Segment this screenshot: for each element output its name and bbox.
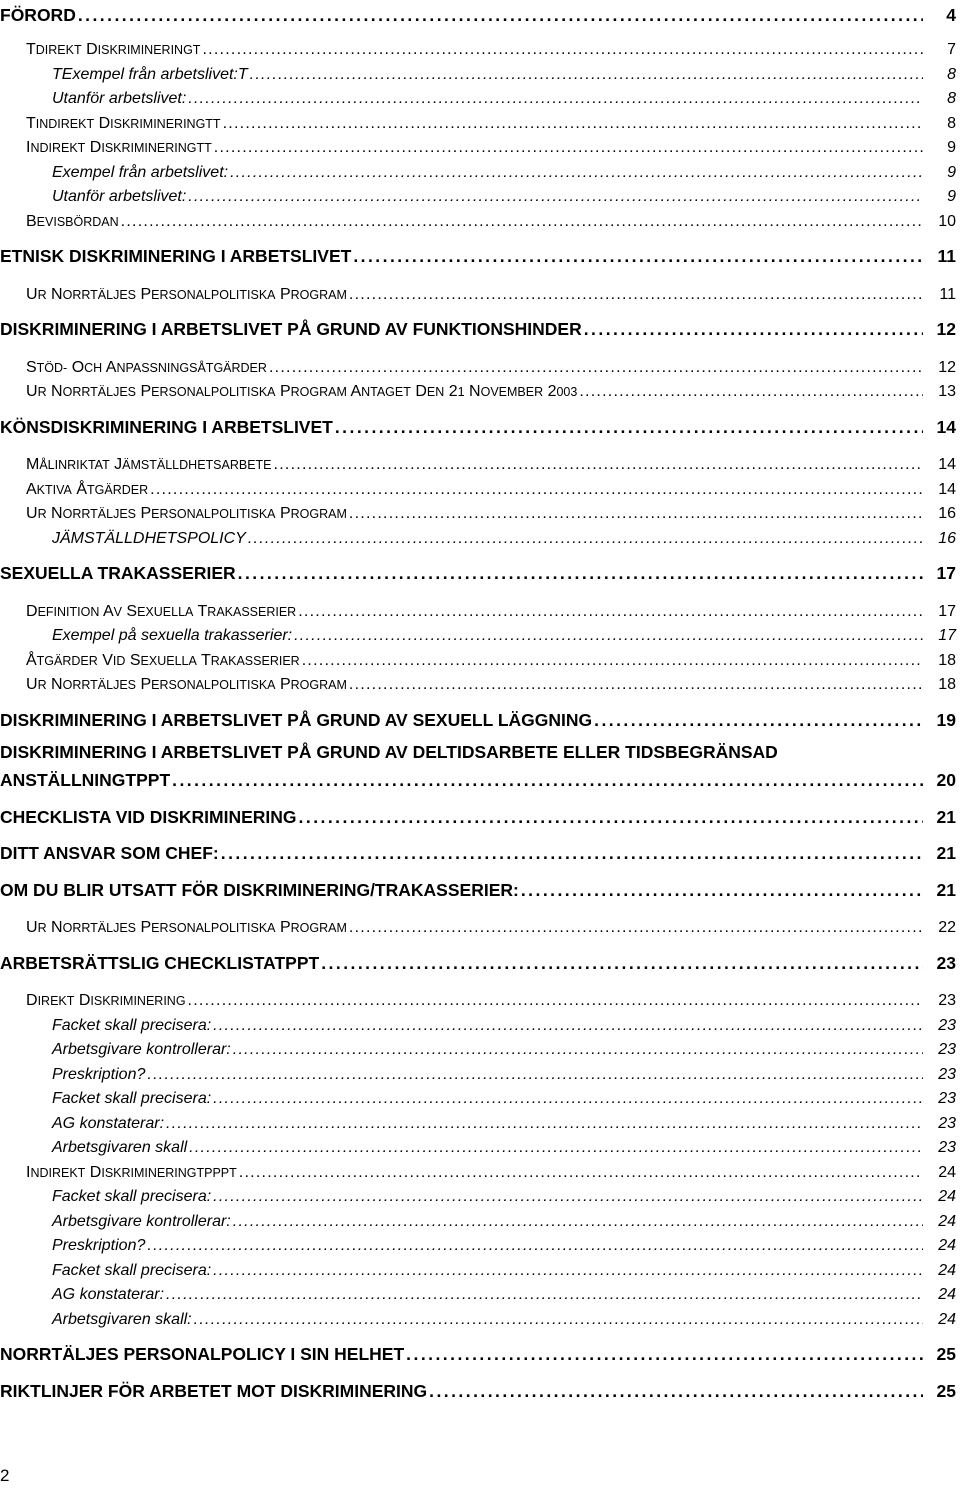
toc-leader-dots xyxy=(172,770,923,791)
toc-leader-dots xyxy=(78,5,923,26)
toc-entry-page: 11 xyxy=(939,286,956,303)
toc-entry-page: 23 xyxy=(938,992,956,1009)
toc-entry-title: ARBETSRÄTTSLIG CHECKLISTATPPT xyxy=(0,953,320,973)
toc-leader-dots xyxy=(194,1311,923,1329)
toc-entry[interactable] xyxy=(0,1109,960,1133)
toc-entry-title: Utanför arbetslivet: xyxy=(52,90,187,107)
toc-entry-title: RIKTLINJER FÖR ARBETET MOT DISKRIMINERING xyxy=(0,1381,428,1401)
toc-entry-page: 4 xyxy=(946,5,956,25)
toc-entry[interactable] xyxy=(0,913,960,937)
toc-entry-title: FÖRORD xyxy=(0,5,76,25)
toc-leader-dots xyxy=(214,139,923,157)
toc-leader-dots xyxy=(223,115,923,133)
toc-entry-title: Arbetsgivaren skall xyxy=(52,1139,188,1156)
page-number: 2 xyxy=(0,1466,10,1485)
toc-entry-page: 23 xyxy=(938,1066,956,1083)
toc-entry-title: ANSTÄLLNINGTPPT xyxy=(0,770,171,790)
toc-entry-title: TExempel från arbetslivet:T xyxy=(52,66,248,83)
toc-entry[interactable] xyxy=(0,60,960,84)
toc-entry[interactable] xyxy=(0,109,960,133)
toc-entry-page: 9 xyxy=(947,188,956,205)
toc-leader-dots xyxy=(302,652,923,670)
toc-leader-dots xyxy=(406,1344,923,1365)
toc-entry[interactable] xyxy=(0,1084,960,1108)
toc-entry-title: DEFINITION AV SEXUELLA TRAKASSERIER xyxy=(26,603,297,620)
toc-leader-dots xyxy=(429,1381,923,1402)
toc-entry-title: CHECKLISTA VID DISKRIMINERING xyxy=(0,807,297,827)
toc-entry-title: KÖNSDISKRIMINERING I ARBETSLIVET xyxy=(0,417,333,437)
toc-entry-title: SEXUELLA TRAKASSERIER xyxy=(0,563,236,583)
toc-entry-title: Facket skall precisera: xyxy=(52,1188,212,1205)
toc-entry-title: AG konstaterar: xyxy=(52,1115,165,1132)
toc-entry[interactable] xyxy=(0,1378,960,1402)
toc-entry[interactable] xyxy=(0,207,960,231)
toc-entry-title: DISKRIMINERING I ARBETSLIVET PÅ GRUND AV FUNKTIONSHINDER xyxy=(0,319,582,339)
toc-entry-page: 14 xyxy=(938,456,956,473)
toc-entry-title: OM DU BLIR UTSATT FÖR DISKRIMINERING/TRAKASSERIER: xyxy=(0,880,519,900)
toc-entry-title: AG konstaterar: xyxy=(52,1286,165,1303)
toc-entry-page: 24 xyxy=(938,1286,956,1303)
toc-entry-page: 22 xyxy=(938,919,956,936)
toc-entry[interactable] xyxy=(0,2,960,26)
toc-entry-page: 7 xyxy=(947,41,956,58)
toc-entry-page: 21 xyxy=(936,807,956,827)
toc-entry-page: 23 xyxy=(936,953,956,973)
toc-entry[interactable] xyxy=(0,1060,960,1084)
toc-entry-page: 14 xyxy=(938,481,956,498)
toc-entry-page: 18 xyxy=(938,652,956,669)
toc-leader-dots xyxy=(349,505,923,523)
toc-entry-title: STÖD- OCH ANPASSNINGSÅTGÄRDER xyxy=(26,359,267,376)
toc-leader-dots xyxy=(584,319,923,340)
toc-entry-page: 23 xyxy=(938,1139,956,1156)
toc-entry-title: Preskription? xyxy=(52,1237,146,1254)
toc-entry-page: 24 xyxy=(938,1213,956,1230)
toc-leader-dots xyxy=(166,1115,923,1133)
toc-entry-title: UR NORRTÄLJES PERSONALPOLITISKA PROGRAM xyxy=(26,286,347,303)
toc-entry[interactable] xyxy=(0,950,960,974)
toc-entry-title: UR NORRTÄLJES PERSONALPOLITISKA PROGRAM ANTAGET DEN 21 NOVEMBER 2003 xyxy=(26,383,578,400)
toc-entry-page: 24 xyxy=(938,1262,956,1279)
toc-entry-page: 21 xyxy=(936,880,956,900)
toc-leader-dots xyxy=(299,807,923,828)
toc-leader-dots xyxy=(188,90,923,108)
toc-entry-title: Arbetsgivare kontrollerar: xyxy=(52,1213,231,1230)
toc-leader-dots xyxy=(188,188,923,206)
toc-entry-page: 8 xyxy=(947,115,956,132)
toc-entry[interactable] xyxy=(0,877,960,901)
toc-entry-title: BEVISBÖRDAN xyxy=(26,213,119,230)
toc-leader-dots xyxy=(239,1164,923,1182)
toc-entry-page: 17 xyxy=(936,563,956,583)
toc-entry[interactable] xyxy=(0,133,960,157)
toc-entry[interactable] xyxy=(0,767,960,791)
toc-entry[interactable] xyxy=(0,243,960,267)
toc-entry-page: 11 xyxy=(937,246,956,266)
toc-entry[interactable] xyxy=(0,158,960,182)
toc-entry-title: Facket skall precisera: xyxy=(52,1262,212,1279)
toc-entry-page: 24 xyxy=(938,1164,956,1181)
toc-entry-page: 9 xyxy=(947,164,956,181)
toc-entry-title: DITT ANSVAR SOM CHEF: xyxy=(0,843,219,863)
toc-entry-page: 24 xyxy=(938,1188,956,1205)
toc-entry[interactable] xyxy=(0,475,960,499)
toc-entry[interactable] xyxy=(0,84,960,108)
toc-entry[interactable] xyxy=(0,1011,960,1035)
toc-entry-page: 23 xyxy=(938,1017,956,1034)
toc-leader-dots xyxy=(213,1090,923,1108)
toc-leader-dots xyxy=(189,1139,923,1157)
toc-leader-dots xyxy=(121,213,923,231)
toc-entry[interactable] xyxy=(0,450,960,474)
toc-entry-page: 16 xyxy=(938,505,956,522)
toc-entry[interactable] xyxy=(0,646,960,670)
toc-leader-dots xyxy=(213,1188,923,1206)
toc-leader-dots xyxy=(298,603,923,621)
toc-entry-page: 19 xyxy=(936,710,956,730)
toc-entry-title: AKTIVA ÅTGÄRDER xyxy=(26,481,149,498)
toc-entry[interactable] xyxy=(0,1231,960,1255)
toc-wrap-line: DISKRIMINERING I ARBETSLIVET PÅ GRUND AV DELTIDSARBETE ELLER TIDSBEGRÄNSAD xyxy=(0,742,778,762)
toc-entry[interactable] xyxy=(0,560,960,584)
toc-leader-dots xyxy=(250,66,923,84)
toc-entry-title: INDIREKT DISKRIMINERINGTT xyxy=(26,139,212,156)
toc-entry-title: Exempel från arbetslivet: xyxy=(52,164,229,181)
toc-entry[interactable] xyxy=(0,986,960,1010)
toc-entry[interactable] xyxy=(0,316,960,340)
toc-entry-title: DISKRIMINERING I ARBETSLIVET PÅ GRUND AV SEXUELL LÄGGNING xyxy=(0,710,593,730)
toc-entry[interactable] xyxy=(0,804,960,828)
toc-entry[interactable] xyxy=(0,377,960,401)
toc-entry[interactable] xyxy=(0,1035,960,1059)
toc-entry[interactable] xyxy=(0,280,960,304)
toc-entry-page: 18 xyxy=(938,676,956,693)
toc-entry-title: Utanför arbetslivet: xyxy=(52,188,187,205)
toc-leader-dots xyxy=(579,383,923,401)
toc-entry[interactable] xyxy=(0,35,960,59)
toc-entry[interactable] xyxy=(0,499,960,523)
toc-entry-title: ÅTGÄRDER VID SEXUELLA TRAKASSERIER xyxy=(26,652,300,669)
toc-entry[interactable] xyxy=(0,670,960,694)
toc-leader-dots xyxy=(188,992,923,1010)
toc-entry[interactable] xyxy=(0,1280,960,1304)
toc-entry[interactable] xyxy=(0,840,960,864)
toc-entry-title: Preskription? xyxy=(52,1066,146,1083)
toc-entry[interactable] xyxy=(0,414,960,438)
toc-leader-dots xyxy=(221,843,923,864)
toc-entry-page: 14 xyxy=(936,417,956,437)
toc-leader-dots xyxy=(213,1017,923,1035)
toc-entry-title: UR NORRTÄLJES PERSONALPOLITISKA PROGRAM xyxy=(26,919,347,936)
toc-leader-dots xyxy=(233,1213,923,1231)
toc-leader-dots xyxy=(274,456,923,474)
toc-entry-title: MÅLINRIKTAT JÄMSTÄLLDHETSARBETE xyxy=(26,456,272,473)
toc-leader-dots xyxy=(150,481,923,499)
toc-entry-title: Facket skall precisera: xyxy=(52,1090,212,1107)
toc-entry-page: 8 xyxy=(947,90,956,107)
toc-leader-dots xyxy=(269,359,923,377)
toc-entry-title: NORRTÄLJES PERSONALPOLICY I SIN HELHET xyxy=(0,1344,405,1364)
toc-entry-page: 24 xyxy=(938,1311,956,1328)
toc-entry-title: INDIREKT DISKRIMINERINGTPPPT xyxy=(26,1164,237,1181)
toc-entry-page: 23 xyxy=(938,1115,956,1132)
toc-entry-title: TINDIREKT DISKRIMINERINGTT xyxy=(26,115,221,132)
toc-leader-dots xyxy=(213,1262,923,1280)
toc-leader-dots xyxy=(238,563,923,584)
toc-entry[interactable] xyxy=(0,1207,960,1231)
toc-entry-page: 10 xyxy=(938,213,956,230)
toc-leader-dots xyxy=(521,880,923,901)
toc-entry-page: 20 xyxy=(936,770,956,790)
toc-entry-page: 24 xyxy=(938,1237,956,1254)
toc-entry[interactable] xyxy=(0,524,960,548)
toc-entry-title: Facket skall precisera: xyxy=(52,1017,212,1034)
toc-entry[interactable] xyxy=(0,707,960,731)
toc-entry[interactable] xyxy=(0,621,960,645)
toc-entry-title: ETNISK DISKRIMINERING I ARBETSLIVET xyxy=(0,246,352,266)
toc-entry[interactable] xyxy=(0,1305,960,1329)
toc-leader-dots xyxy=(202,41,923,59)
toc-entry-page: 12 xyxy=(938,359,956,376)
toc-entry[interactable] xyxy=(0,1133,960,1157)
toc-leader-dots xyxy=(321,953,923,974)
toc-entry-title: JÄMSTÄLLDHETSPOLICY xyxy=(52,530,246,547)
toc-leader-dots xyxy=(335,417,923,438)
toc-leader-dots xyxy=(294,627,923,645)
toc-entry-page: 17 xyxy=(938,603,956,620)
toc-entry[interactable] xyxy=(0,597,960,621)
toc-entry-page: 12 xyxy=(936,319,956,339)
toc-entry[interactable] xyxy=(0,353,960,377)
toc-entry-title: Exempel på sexuella trakasserier: xyxy=(52,627,293,644)
toc-leader-dots xyxy=(349,676,923,694)
toc-entry-title: Arbetsgivaren skall: xyxy=(52,1311,192,1328)
toc-entry-page: 16 xyxy=(938,530,956,547)
toc-entry-title: Arbetsgivare kontrollerar: xyxy=(52,1041,231,1058)
toc-entry-page: 23 xyxy=(938,1090,956,1107)
toc-leader-dots xyxy=(349,919,923,937)
toc-entry-title: UR NORRTÄLJES PERSONALPOLITISKA PROGRAM xyxy=(26,676,347,693)
toc-leader-dots xyxy=(147,1237,923,1255)
toc-leader-dots xyxy=(248,530,923,548)
toc-leader-dots xyxy=(233,1041,923,1059)
toc-entry-page: 17 xyxy=(938,627,956,644)
toc-entry-page: 9 xyxy=(947,139,956,156)
toc-entry-page: 13 xyxy=(938,383,956,400)
toc-entry[interactable] xyxy=(0,1256,960,1280)
toc-entry-title: DIREKT DISKRIMINERING xyxy=(26,992,186,1009)
toc-leader-dots xyxy=(166,1286,923,1304)
toc-entry-page: 8 xyxy=(947,66,956,83)
toc-entry[interactable] xyxy=(0,1158,960,1182)
toc-leader-dots xyxy=(230,164,923,182)
toc-entry[interactable] xyxy=(0,182,960,206)
toc-leader-dots xyxy=(349,286,923,304)
toc-entry[interactable] xyxy=(0,1182,960,1206)
toc-leader-dots xyxy=(353,246,923,267)
toc-entry-page: 21 xyxy=(936,843,956,863)
toc-entry-page: 23 xyxy=(938,1041,956,1058)
toc-entry[interactable] xyxy=(0,1341,960,1365)
toc-entry-page: 25 xyxy=(936,1344,956,1364)
toc-entry-page: 25 xyxy=(936,1381,956,1401)
toc-entry-title: UR NORRTÄLJES PERSONALPOLITISKA PROGRAM xyxy=(26,505,347,522)
toc-leader-dots xyxy=(147,1066,923,1084)
toc-entry-title: TDIREKT DISKRIMINERINGT xyxy=(26,41,201,58)
toc-leader-dots xyxy=(594,710,923,731)
